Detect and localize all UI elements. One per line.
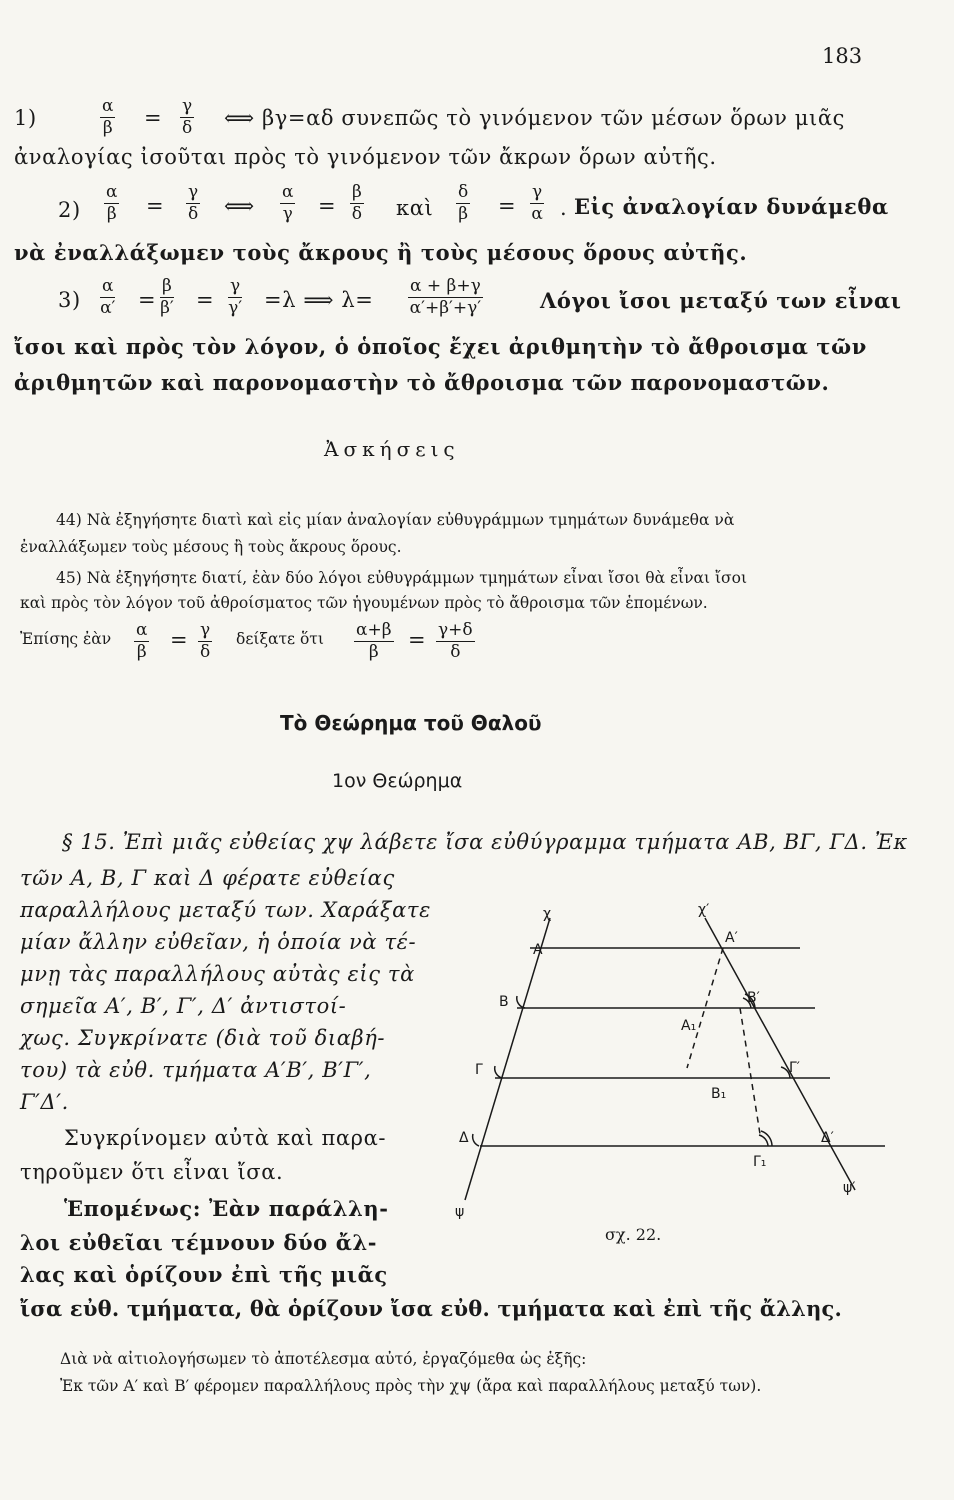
- item-3-statement: Λόγοι ἴσοι μεταξύ των εἶναι: [540, 288, 902, 313]
- label-A-prime: Α′: [725, 930, 738, 946]
- angle-arc-G: [495, 1066, 502, 1078]
- label-y-prime: ψ′: [843, 1180, 856, 1196]
- fraction: $\frac{\alpha}{\beta}$: [136, 620, 148, 662]
- therefore-line: λοι εὐθεῖαι τέμνουν δύο ἄλ-: [20, 1230, 378, 1255]
- label-A1: Α₁: [681, 1018, 697, 1034]
- item-2-label: 2): [58, 198, 81, 222]
- figure-caption: σχ. 22.: [605, 1225, 662, 1244]
- label-G-prime: Γ′: [789, 1060, 800, 1076]
- equals-sign: =: [408, 628, 427, 652]
- label-x-prime: χ′: [698, 902, 710, 918]
- label-B-prime: Β′: [747, 990, 760, 1006]
- paragraph-15-line: τῶν Α, Β, Γ καὶ Δ φέρατε εὐθείας: [20, 866, 395, 890]
- paragraph-15-line: σημεῖα Α′, Β′, Γ′, Δ′ ἀντιστοί-: [20, 994, 347, 1018]
- fraction: $\frac{\delta}{\beta}$: [458, 182, 469, 224]
- item-1-text: ⟺ βγ=αδ συνεπῶς τὸ γινόμενον τῶν μέσων ὅρων μιᾶς: [224, 106, 845, 130]
- thales-figure: [455, 890, 895, 1260]
- paragraph-15-line: παραλλήλους μεταξύ των. Χαράξατε: [20, 898, 431, 922]
- label-B: Β: [499, 994, 509, 1010]
- exercise-45-show: δείξατε ὅτι: [236, 630, 324, 648]
- fraction: $\frac{\gamma+\delta}{\delta}$: [438, 620, 473, 662]
- equals-sign: =: [318, 194, 337, 218]
- label-D-prime: Δ′: [821, 1130, 834, 1146]
- angle-arc-G1: [759, 1135, 768, 1146]
- therefore-line: Ἑπομένως: Ἐὰν παράλλη-: [64, 1196, 389, 1221]
- exercise-44-line2: ἐναλλάξωμεν τοὺς μέσους ἢ τοὺς ἄκρους ὅρους.: [20, 538, 402, 556]
- fraction: $\frac{\beta}{\delta}$: [351, 182, 363, 224]
- equals-sign: =: [138, 288, 157, 312]
- compare-line: Συγκρίνομεν αὐτὰ καὶ παρα-: [64, 1126, 387, 1150]
- lambda-expression: =λ ⟹ λ=: [264, 288, 374, 312]
- fraction: $\frac{\alpha}{\gamma}$: [282, 182, 294, 224]
- equals-sign: =: [498, 194, 517, 218]
- kai-word: καὶ: [396, 196, 434, 220]
- fraction: $\frac{\gamma}{\gamma'}$: [228, 276, 243, 318]
- item-2-line2: νὰ ἐναλλάξωμεν τοὺς ἄκρους ἢ τοὺς μέσους ὅρους αὐτῆς.: [14, 240, 748, 265]
- transversal-xy-prime: [705, 918, 855, 1190]
- bottom-line-1: Διὰ νὰ αἰτιολογήσωμεν τὸ ἀποτέλεσμα αὐτό, ἐργαζόμεθα ὡς ἑξῆς:: [60, 1350, 587, 1368]
- page-number: 183: [822, 44, 863, 68]
- fraction: $\frac{\alpha}{\alpha'}$: [100, 276, 116, 318]
- fraction: $\frac{\alpha + \beta+\gamma}{\alpha'+\beta'+\gamma'}$: [409, 276, 482, 318]
- paragraph-15-line: μνῃ τὰς παραλλήλους αὐτὰς εἰς τὰ: [20, 962, 415, 986]
- paragraph-15-line: μίαν ἄλλην εὐθεῖαν, ἡ ὁποία νὰ τέ-: [20, 930, 417, 954]
- label-G: Γ: [475, 1062, 483, 1078]
- exercise-44-line1: 44) Νὰ ἐξηγήσητε διατὶ καὶ εἰς μίαν ἀναλογίαν εὐθυγράμμων τμημάτων δυνάμεθα νὰ: [56, 511, 735, 529]
- paragraph-15-line: χως. Συγκρίνατε (διὰ τοῦ διαβή-: [20, 1026, 386, 1050]
- item-2-statement: Εἰς ἀναλογίαν δυνάμεθα: [574, 194, 889, 219]
- label-A: Α: [533, 942, 543, 958]
- exercise-45-line2: καὶ πρὸς τὸν λόγον τοῦ ἀθροίσματος τῶν ἡγουμένων πρὸς τὸ ἄθροισμα τῶν ἑπομένων.: [20, 594, 708, 612]
- equivalence-arrow: ⟺: [224, 194, 255, 218]
- therefore-line: ἴσα εὐθ. τμήματα, θὰ ὁρίζουν ἴσα εὐθ. τμήματα καὶ ἐπὶ τῆς ἄλλης.: [20, 1296, 843, 1321]
- label-D: Δ: [459, 1130, 469, 1146]
- fraction: $\frac{\gamma}{\delta}$: [181, 96, 193, 138]
- helper-line-B: [740, 1008, 760, 1134]
- item-1-line2: ἀναλογίας ἰσοῦται πρὸς τὸ γινόμενον τῶν ἄκρων ὅρων αὐτῆς.: [14, 145, 717, 169]
- label-x: χ: [543, 906, 552, 922]
- angle-arc-D: [473, 1134, 479, 1146]
- label-B1: Β₁: [711, 1086, 727, 1102]
- paragraph-15-line1: § 15. Ἐπὶ μιᾶς εὐθείας χψ λάβετε ἴσα εὐθύγραμμα τμήματα ΑΒ, ΒΓ, ΓΔ. Ἐκ: [62, 830, 908, 854]
- exercise-45-line1: 45) Νὰ ἐξηγήσητε διατί, ἐὰν δύο λόγοι εὐθυγράμμων τμημάτων εἶναι ἴσοι θὰ εἶναι ἴσοι: [56, 569, 748, 587]
- therefore-line: λας καὶ ὁρίζουν ἐπὶ τῆς μιᾶς: [20, 1262, 388, 1287]
- item-3-line3: ἀριθμητῶν καὶ παρονομαστὴν τὸ ἄθροισμα τῶν παρονομαστῶν.: [14, 370, 830, 395]
- fraction: $\frac{\alpha+\beta}{\beta}$: [356, 620, 392, 662]
- fraction: $\frac{\alpha}{\beta}$: [106, 182, 118, 224]
- paragraph-15-line: Γ′Δ′.: [20, 1090, 69, 1114]
- fraction: $\frac{\alpha}{\beta}$: [102, 96, 114, 138]
- transversal-xy: [465, 918, 550, 1200]
- equals-sign: =: [170, 628, 189, 652]
- fraction: $\frac{\beta}{\beta'}$: [160, 276, 174, 318]
- fraction: $\frac{\gamma}{\alpha}$: [531, 182, 543, 224]
- equals-sign: =: [144, 106, 163, 130]
- label-y: ψ: [455, 1204, 465, 1220]
- equals-sign: =: [196, 288, 215, 312]
- item-1-label: 1): [14, 106, 37, 130]
- bottom-line-2: Ἐκ τῶν Α′ καὶ Β′ φέρομεν παραλλήλους πρὸς τὴν χψ (ἄρα καὶ παραλλήλους μεταξύ των).: [60, 1377, 762, 1395]
- label-G1: Γ₁: [753, 1154, 767, 1170]
- fraction: $\frac{\gamma}{\delta}$: [199, 620, 211, 662]
- compare-line: τηροῦμεν ὅτι εἶναι ἴσα.: [20, 1160, 284, 1184]
- item-3-line2: ἴσοι καὶ πρὸς τὸν λόγον, ὁ ὁποῖος ἔχει ἀριθμητὴν τὸ ἄθροισμα τῶν: [14, 334, 867, 359]
- item-2-text: .: [560, 196, 568, 220]
- fraction: $\frac{\gamma}{\delta}$: [187, 182, 199, 224]
- item-3-label: 3): [58, 288, 81, 312]
- exercises-heading: Ἀσκήσεις: [324, 437, 460, 461]
- exercise-45-if: Ἐπίσης ἐὰν: [20, 630, 112, 648]
- angle-arc-G1-2: [761, 1131, 772, 1146]
- theorem-title: Τὸ Θεώρημα τοῦ Θαλοῦ: [280, 711, 542, 735]
- paragraph-15-line: του) τὰ εὐθ. τμήματα Α′Β′, Β′Γ′,: [20, 1058, 372, 1082]
- equals-sign: =: [146, 194, 165, 218]
- theorem-subtitle: 1ον Θεώρημα: [332, 770, 463, 792]
